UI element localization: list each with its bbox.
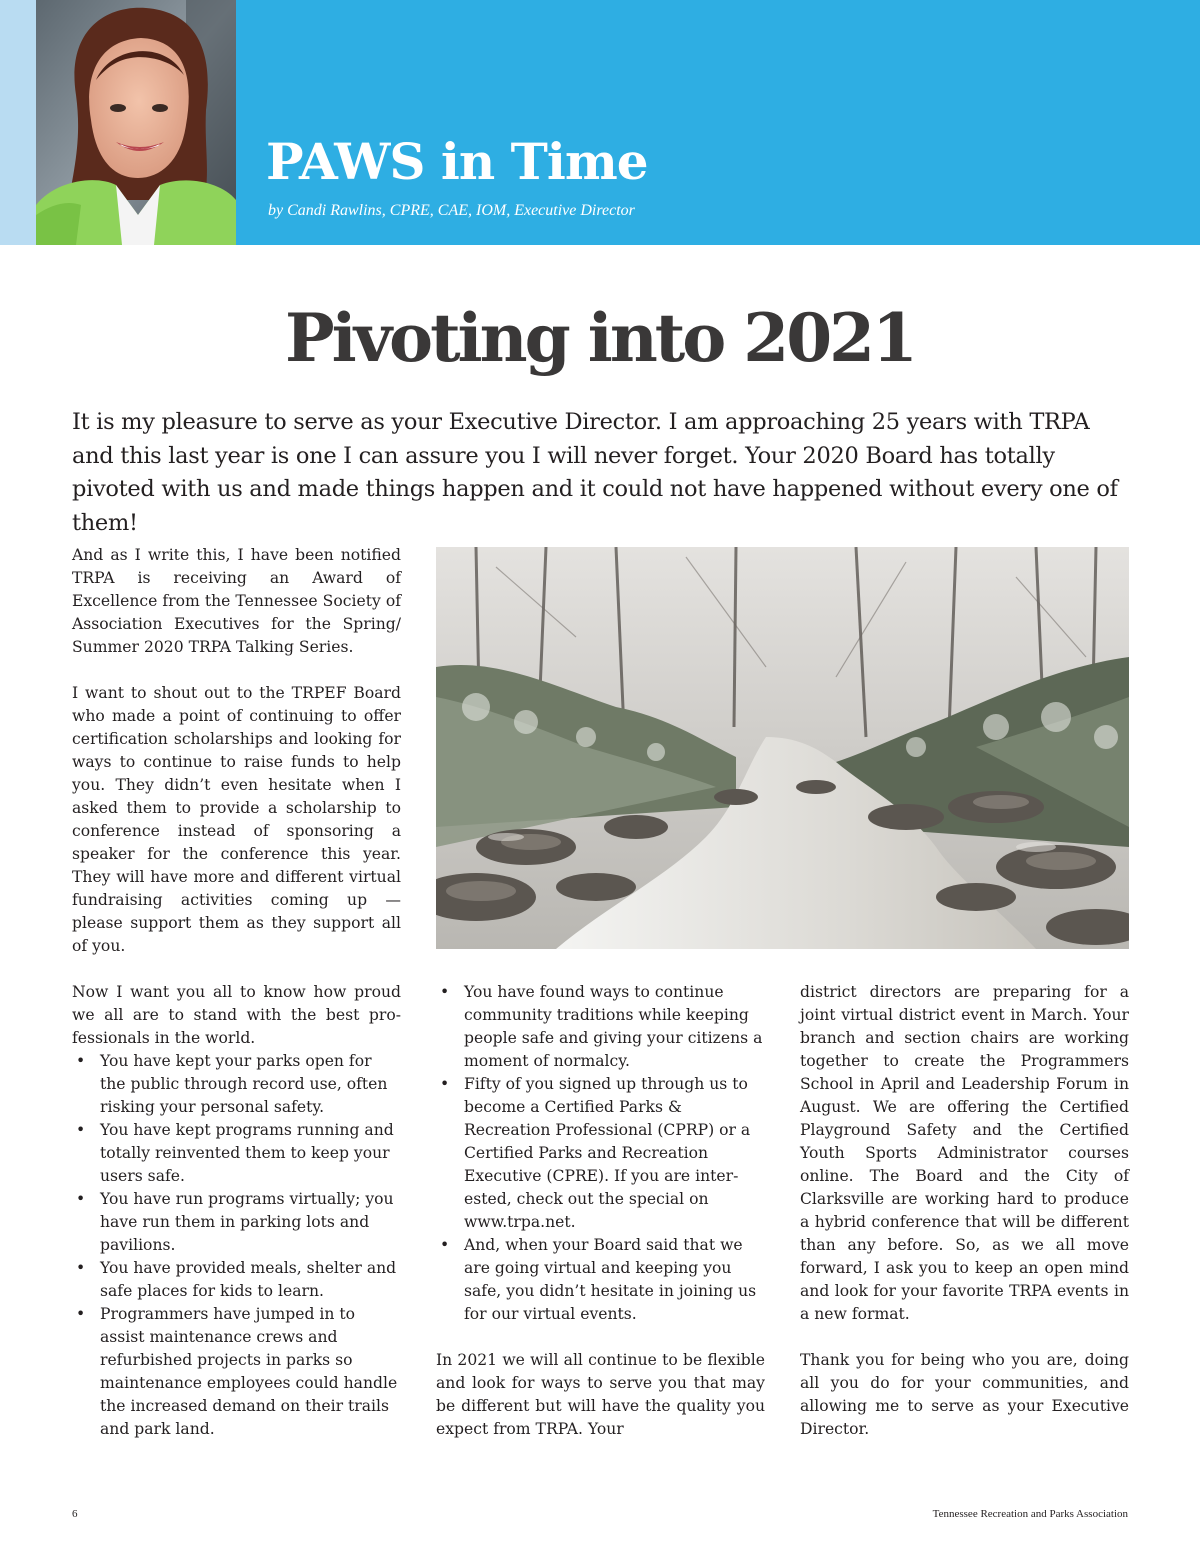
list-item: • You have kept programs running and totally reinvented them to keep your users safe. <box>100 1119 401 1188</box>
paragraph: I want to shout out to the TRPEF Board who made a point of continuing to offer certification scholarships and looking for ways to continue to raise funds to help you. They didn’t even hesitate when I asked them to provide a scholarship to conference instead of sponsoring a speaker for the conference this year. They will have more and different virtual fundraising activities coming up — please support them as they support all of you. <box>72 684 401 955</box>
paragraph: Now I want you all to know how proud we all are to stand with the best professionals in the world. <box>72 983 401 1047</box>
column-title: PAWS in Time <box>266 132 648 191</box>
byline: by Candi Rawlins, CPRE, CAE, IOM, Executive Director <box>268 202 635 219</box>
article-column-3 <box>800 981 1129 1441</box>
paragraph: In 2021 we will all continue to be flexible and look for ways to serve you that may be different but will have the quality you expect from TRPA. Your <box>436 1351 765 1438</box>
list-item: • You have provided meals, shelter and safe places for kids to learn. <box>100 1257 401 1303</box>
banner-accent-strip <box>0 0 36 245</box>
list-item: • Fifty of you signed up through us to become a Certified Parks & Recreation Professional (CPRP) or a Certified Parks and Recreation Executive (CPRE). If you are interested, check out the special on www.trpa.net. <box>464 1073 765 1234</box>
bullet-list <box>72 1050 401 1441</box>
snowy-creek-photo-icon <box>436 547 1129 949</box>
list-item: • And, when your Board said that we are going virtual and keeping you safe, you didn’t hesitate in joining us for our virtual events. <box>464 1234 765 1326</box>
page-number: 6 <box>72 1508 78 1520</box>
paragraph: district directors are preparing for a joint virtual district event in March. Your branch and section chairs are working together to create the Programmers School in April and Leadership Forum in August. We are offering the Certified Playground Safety and the Certified Youth Sports Administrator courses online. The Board and the City of Clarksville are working hard to produce a hybrid conference that will be different than any before. So, as we all move forward, I ask you to keep an open mind and look for your favorite TRPA events in a new format. <box>800 983 1129 1323</box>
paragraph: And as I write this, I have been notified TRPA is receiving an Award of Excellence from the Tennessee Society of Association Executives for the Spring/ Summer 2020 TRPA Talking Series. <box>72 546 401 656</box>
author-portrait-icon <box>36 0 236 245</box>
article-column-1 <box>72 544 401 1441</box>
article-column-2 <box>436 981 765 1441</box>
article-lede: It is my pleasure to serve as your Executive Director. I am approaching 25 years with TRPA and this last year is one I can assure you I will never forget. Your 2020 Board has totally pivoted with us and made things happen and it could not have happened without every one of them! <box>72 409 1118 536</box>
article-headline: Pivoting into 2021 <box>285 299 915 377</box>
list-item: • You have kept your parks open for the public through record use, often risking your personal safety. <box>100 1050 401 1119</box>
bullet-list <box>436 981 765 1326</box>
list-item: • Programmers have jumped in to assist maintenance crews and refurbished projects in parks so maintenance employees could handle the increased demand on their trails and park land. <box>100 1303 401 1441</box>
list-item: • You have found ways to continue community traditions while keeping people safe and giving your citizens a moment of normalcy. <box>464 981 765 1073</box>
paragraph: Thank you for being who you are, doing all you do for your communities, and allowing me to serve as your Executive Director. <box>800 1351 1129 1438</box>
publication-name: Tennessee Recreation and Parks Association <box>932 1508 1128 1520</box>
list-item: • You have run programs virtually; you have run them in parking lots and pavilions. <box>100 1188 401 1257</box>
